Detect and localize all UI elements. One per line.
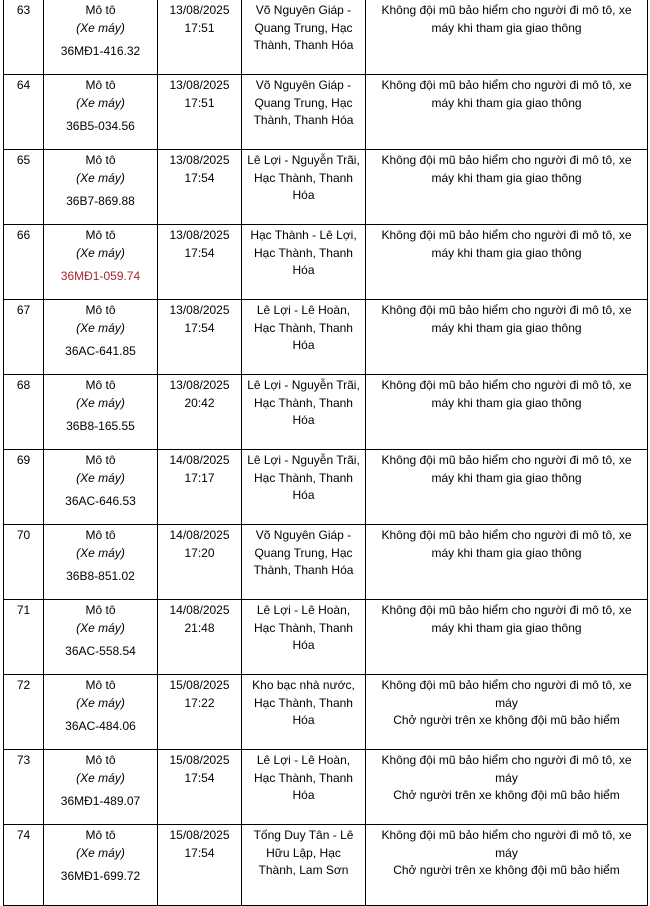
license-plate: 36AC-558.54 <box>65 644 136 658</box>
table-row <box>4 675 648 750</box>
table-row <box>4 225 648 300</box>
violation-time: 17:17 <box>184 470 215 485</box>
row-number: 74 <box>4 825 44 906</box>
datetime-cell <box>158 675 242 750</box>
vehicle-cell <box>44 525 158 600</box>
license-plate: 36MĐ1-416.32 <box>60 44 141 58</box>
violation-date: 13/08/2025 <box>169 228 230 242</box>
row-number: 67 <box>4 300 44 375</box>
vehicle-type: Mô tô <box>85 678 116 692</box>
row-number: 63 <box>4 0 44 75</box>
violation-time: 21:48 <box>184 620 215 635</box>
table-row <box>4 825 648 906</box>
vehicle-cell <box>44 150 158 225</box>
table-row <box>4 375 648 450</box>
violation-time: 17:54 <box>184 770 215 785</box>
violation-time: 17:54 <box>184 320 215 335</box>
violation-date: 14/08/2025 <box>169 528 230 542</box>
violation-text: Chở người trên xe không đội mũ bảo hiểm <box>393 788 620 802</box>
violation-time: 17:51 <box>184 95 215 110</box>
violation-time: 17:51 <box>184 20 215 35</box>
violation-cell <box>366 675 648 750</box>
violation-cell <box>366 375 648 450</box>
vehicle-subtype: (Xe máy) <box>76 545 125 560</box>
row-number: 64 <box>4 75 44 150</box>
row-number: 73 <box>4 750 44 825</box>
table-row <box>4 300 648 375</box>
violation-cell <box>366 150 648 225</box>
datetime-cell <box>158 750 242 825</box>
violation-location: Tống Duy Tân - Lê Hữu Lập, Hạc Thành, Lam Sơn <box>242 825 366 906</box>
vehicle-type: Mô tô <box>85 753 116 767</box>
table-row <box>4 0 648 75</box>
license-plate: 36AC-484.06 <box>65 719 136 733</box>
violation-time: 17:54 <box>184 845 215 860</box>
violation-date: 13/08/2025 <box>169 3 230 17</box>
violation-date: 14/08/2025 <box>169 453 230 467</box>
table-row <box>4 150 648 225</box>
vehicle-subtype: (Xe máy) <box>76 395 125 410</box>
vehicle-subtype: (Xe máy) <box>76 20 125 35</box>
violation-location: Võ Nguyên Giáp - Quang Trung, Hạc Thành, Thanh Hóa <box>242 0 366 75</box>
vehicle-type: Mô tô <box>85 453 116 467</box>
violation-text: Chở người trên xe không đội mũ bảo hiểm <box>393 863 620 877</box>
vehicle-subtype: (Xe máy) <box>76 95 125 110</box>
datetime-cell <box>158 375 242 450</box>
license-plate: 36B7-869.88 <box>66 194 135 208</box>
license-plate: 36B5-034.56 <box>66 119 135 133</box>
license-plate: 36B8-851.02 <box>66 569 135 583</box>
violation-cell <box>366 750 648 825</box>
violation-text: Không đội mũ bảo hiểm cho người đi mô tô, xe máy khi tham gia giao thông <box>381 603 632 635</box>
vehicle-cell <box>44 825 158 906</box>
violation-date: 15/08/2025 <box>169 678 230 692</box>
violation-cell <box>366 225 648 300</box>
table-row <box>4 750 648 825</box>
vehicle-cell <box>44 75 158 150</box>
violation-location: Lê Lợi - Nguyễn Trãi, Hạc Thành, Thanh Hóa <box>242 150 366 225</box>
violation-text: Không đội mũ bảo hiểm cho người đi mô tô, xe máy <box>381 753 632 785</box>
violation-time: 17:22 <box>184 695 215 710</box>
violation-cell <box>366 0 648 75</box>
datetime-cell <box>158 150 242 225</box>
violation-location: Lê Lợi - Nguyễn Trãi, Hạc Thành, Thanh Hóa <box>242 450 366 525</box>
vehicle-subtype: (Xe máy) <box>76 695 125 710</box>
violation-text: Không đội mũ bảo hiểm cho người đi mô tô, xe máy khi tham gia giao thông <box>381 378 632 410</box>
vehicle-type: Mô tô <box>85 228 116 242</box>
violation-text: Không đội mũ bảo hiểm cho người đi mô tô, xe máy khi tham gia giao thông <box>381 78 632 110</box>
violation-location: Lê Lợi - Lê Hoàn, Hạc Thành, Thanh Hóa <box>242 600 366 675</box>
violation-location: Hạc Thành - Lê Lợi, Hạc Thành, Thanh Hóa <box>242 225 366 300</box>
violation-cell <box>366 525 648 600</box>
vehicle-cell <box>44 0 158 75</box>
table-row <box>4 525 648 600</box>
violation-text: Không đội mũ bảo hiểm cho người đi mô tô, xe máy khi tham gia giao thông <box>381 228 632 260</box>
vehicle-cell <box>44 450 158 525</box>
violation-cell <box>366 600 648 675</box>
vehicle-subtype: (Xe máy) <box>76 245 125 260</box>
row-number: 68 <box>4 375 44 450</box>
vehicle-cell <box>44 750 158 825</box>
violation-text: Không đội mũ bảo hiểm cho người đi mô tô, xe máy khi tham gia giao thông <box>381 528 632 560</box>
violation-date: 13/08/2025 <box>169 378 230 392</box>
vehicle-subtype: (Xe máy) <box>76 320 125 335</box>
violation-date: 13/08/2025 <box>169 153 230 167</box>
violation-cell <box>366 300 648 375</box>
row-number: 72 <box>4 675 44 750</box>
table-row <box>4 75 648 150</box>
datetime-cell <box>158 0 242 75</box>
license-plate: 36MĐ1-489.07 <box>60 794 141 808</box>
datetime-cell <box>158 525 242 600</box>
violation-cell <box>366 75 648 150</box>
vehicle-type: Mô tô <box>85 153 116 167</box>
violation-time: 17:20 <box>184 545 215 560</box>
vehicle-type: Mô tô <box>85 528 116 542</box>
violation-location: Kho bạc nhà nước, Hạc Thành, Thanh Hóa <box>242 675 366 750</box>
vehicle-type: Mô tô <box>85 78 116 92</box>
vehicle-subtype: (Xe máy) <box>76 770 125 785</box>
row-number: 69 <box>4 450 44 525</box>
violation-date: 15/08/2025 <box>169 753 230 767</box>
violation-date: 13/08/2025 <box>169 303 230 317</box>
row-number: 71 <box>4 600 44 675</box>
datetime-cell <box>158 75 242 150</box>
row-number: 65 <box>4 150 44 225</box>
violation-location: Lê Lợi - Nguyễn Trãi, Hạc Thành, Thanh Hóa <box>242 375 366 450</box>
violation-location: Võ Nguyên Giáp - Quang Trung, Hạc Thành, Thanh Hóa <box>242 525 366 600</box>
vehicle-type: Mô tô <box>85 603 116 617</box>
datetime-cell <box>158 450 242 525</box>
table-row <box>4 600 648 675</box>
violation-text: Không đội mũ bảo hiểm cho người đi mô tô, xe máy khi tham gia giao thông <box>381 153 632 185</box>
violation-cell <box>366 825 648 906</box>
license-plate: 36AC-646.53 <box>65 494 136 508</box>
vehicle-type: Mô tô <box>85 3 116 17</box>
violation-date: 13/08/2025 <box>169 78 230 92</box>
datetime-cell <box>158 600 242 675</box>
vehicle-subtype: (Xe máy) <box>76 470 125 485</box>
vehicle-subtype: (Xe máy) <box>76 620 125 635</box>
vehicle-cell <box>44 300 158 375</box>
violation-time: 20:42 <box>184 395 215 410</box>
violation-time: 17:54 <box>184 170 215 185</box>
violations-table-body <box>4 0 648 906</box>
license-plate: 36MĐ1-699.72 <box>60 869 141 883</box>
violation-text: Không đội mũ bảo hiểm cho người đi mô tô, xe máy <box>381 678 632 710</box>
violation-date: 14/08/2025 <box>169 603 230 617</box>
violation-text: Không đội mũ bảo hiểm cho người đi mô tô, xe máy khi tham gia giao thông <box>381 453 632 485</box>
vehicle-cell <box>44 675 158 750</box>
datetime-cell <box>158 825 242 906</box>
vehicle-subtype: (Xe máy) <box>76 845 125 860</box>
row-number: 70 <box>4 525 44 600</box>
license-plate: 36B8-165.55 <box>66 419 135 433</box>
violations-table <box>3 0 648 906</box>
vehicle-type: Mô tô <box>85 378 116 392</box>
violation-location: Lê Lợi - Lê Hoàn, Hạc Thành, Thanh Hóa <box>242 750 366 825</box>
datetime-cell <box>158 225 242 300</box>
violation-text: Không đội mũ bảo hiểm cho người đi mô tô, xe máy <box>381 828 632 860</box>
violation-time: 17:54 <box>184 245 215 260</box>
violation-text: Không đội mũ bảo hiểm cho người đi mô tô, xe máy khi tham gia giao thông <box>381 303 632 335</box>
vehicle-subtype: (Xe máy) <box>76 170 125 185</box>
violation-date: 15/08/2025 <box>169 828 230 842</box>
license-plate: 36AC-641.85 <box>65 344 136 358</box>
table-row <box>4 450 648 525</box>
violation-text: Không đội mũ bảo hiểm cho người đi mô tô, xe máy khi tham gia giao thông <box>381 3 632 35</box>
violation-location: Lê Lợi - Lê Hoàn, Hạc Thành, Thanh Hóa <box>242 300 366 375</box>
violation-text: Chở người trên xe không đội mũ bảo hiểm <box>393 713 620 727</box>
violation-cell <box>366 450 648 525</box>
row-number: 66 <box>4 225 44 300</box>
license-plate: 36MĐ1-059.74 <box>60 269 141 283</box>
datetime-cell <box>158 300 242 375</box>
vehicle-type: Mô tô <box>85 828 116 842</box>
violation-location: Võ Nguyên Giáp - Quang Trung, Hạc Thành, Thanh Hóa <box>242 75 366 150</box>
vehicle-cell <box>44 375 158 450</box>
vehicle-cell <box>44 225 158 300</box>
vehicle-cell <box>44 600 158 675</box>
vehicle-type: Mô tô <box>85 303 116 317</box>
